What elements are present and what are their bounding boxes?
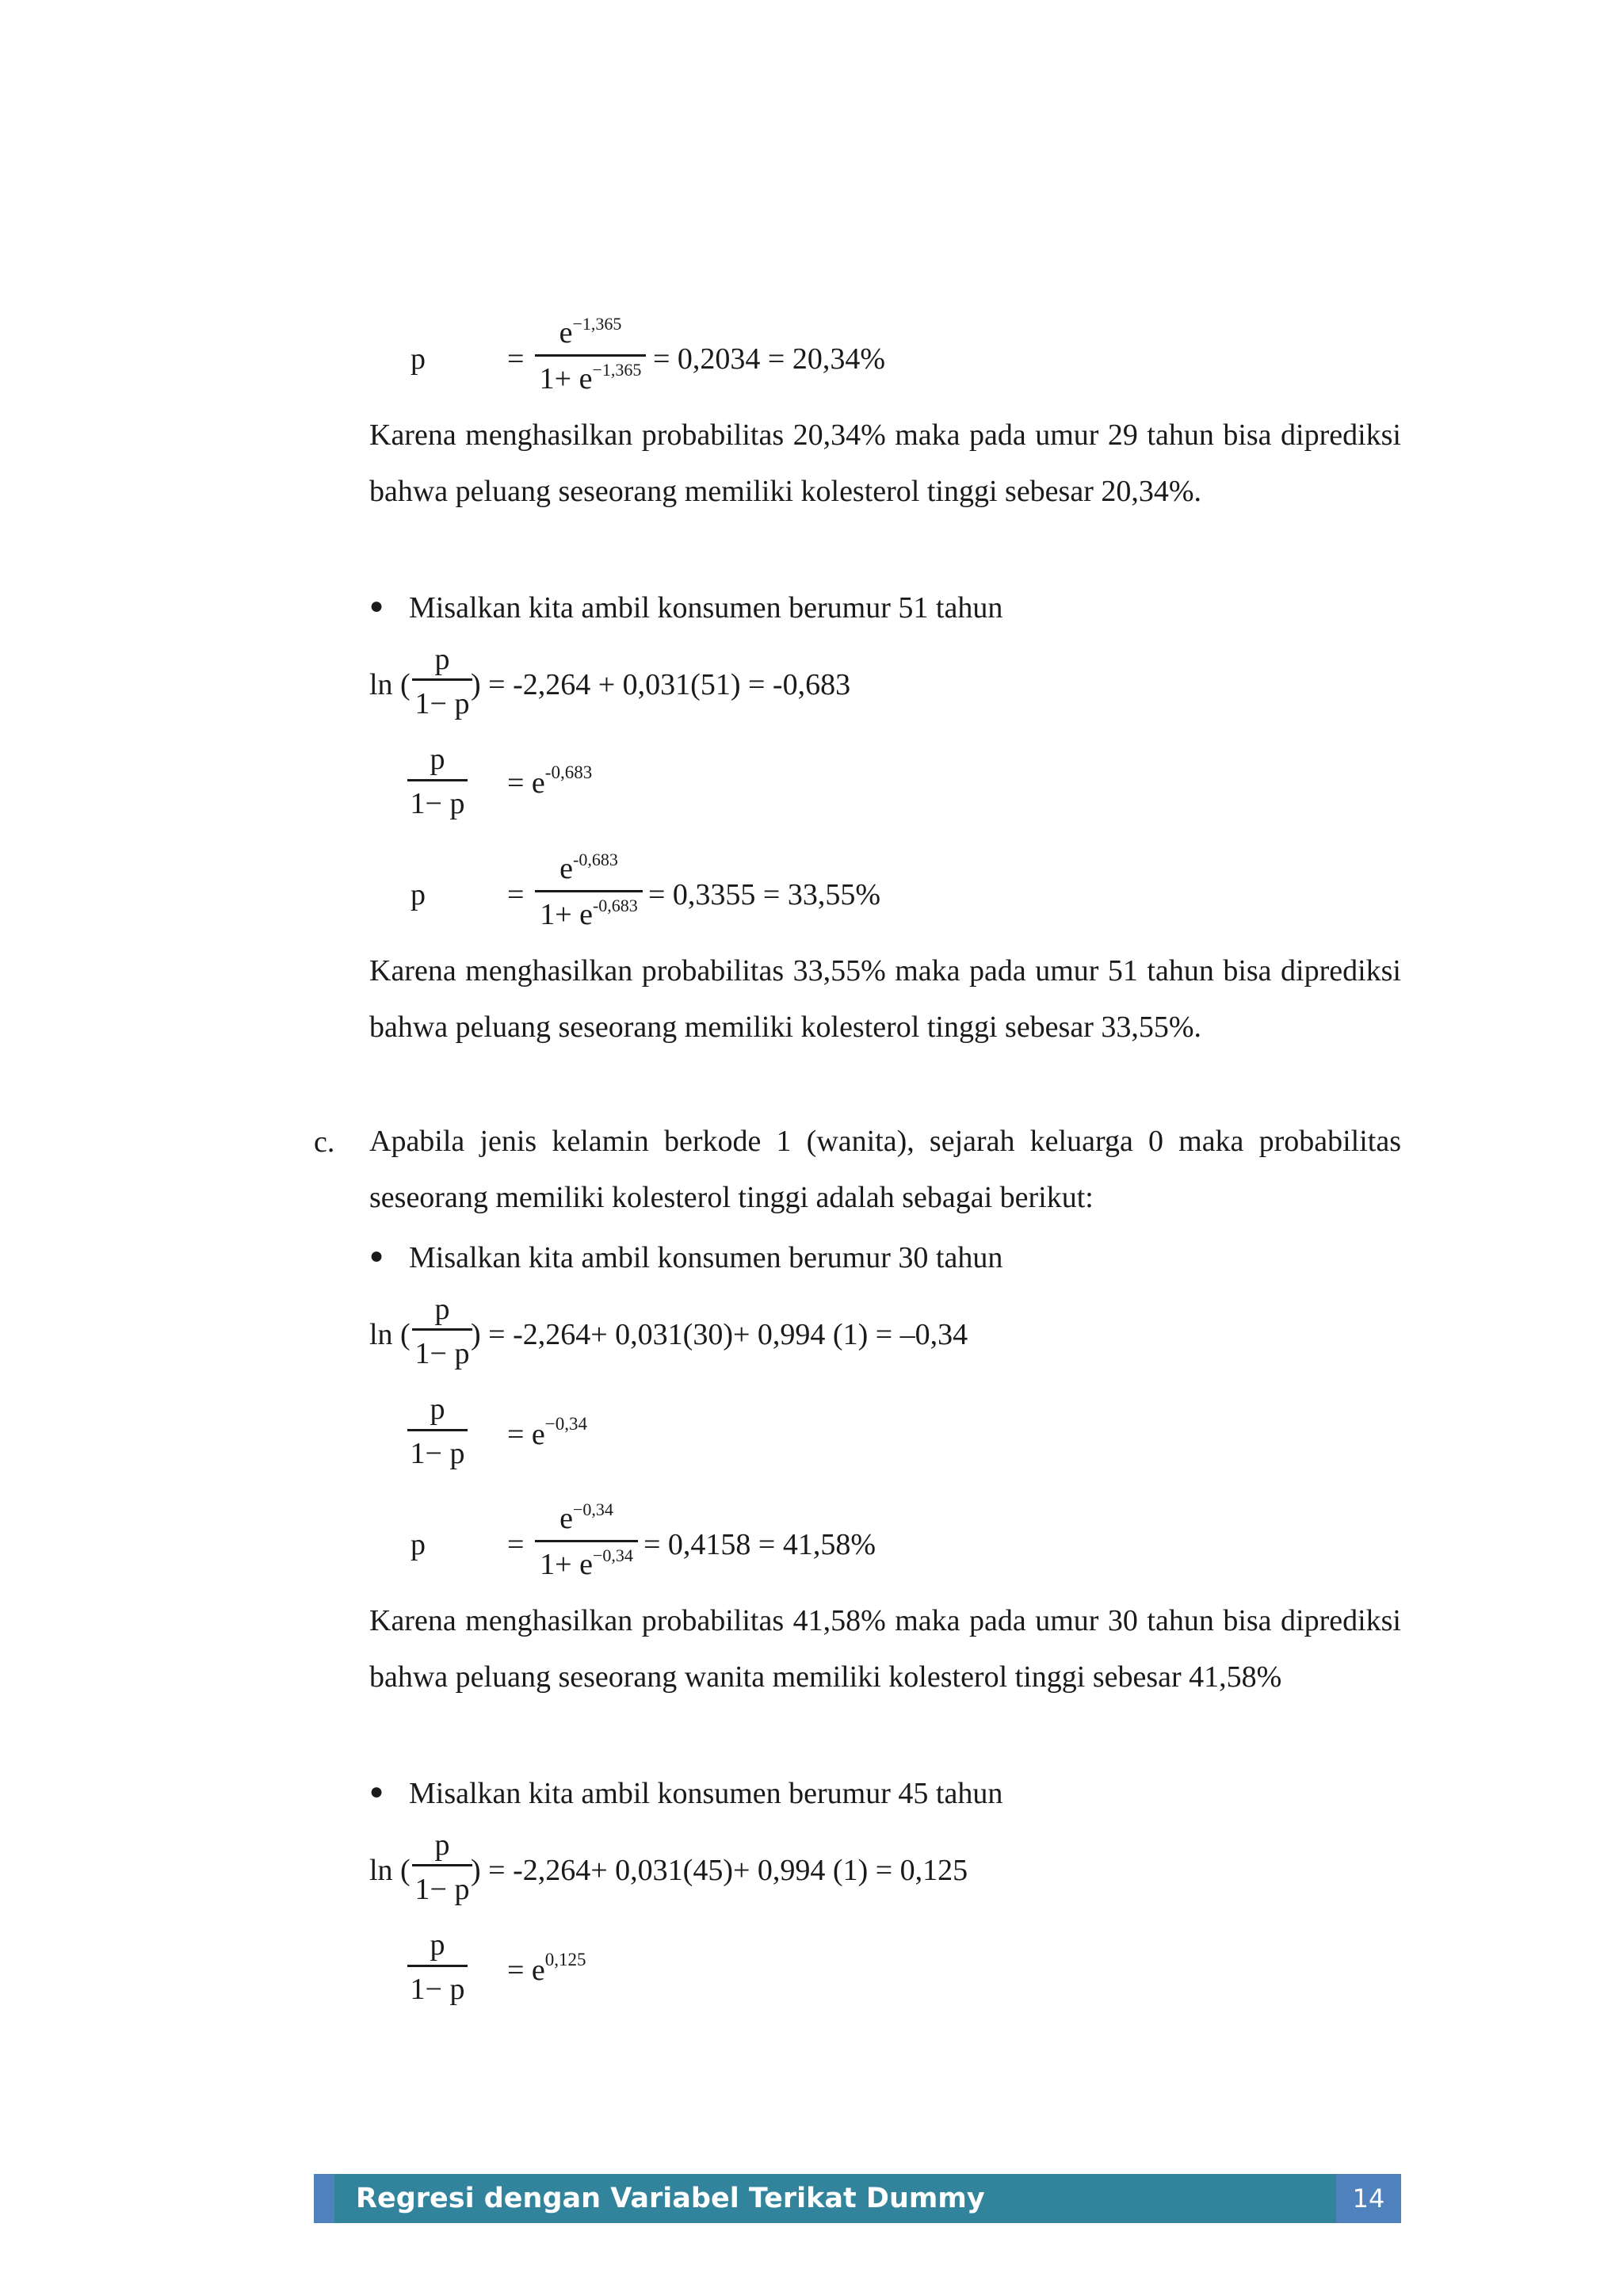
page-number: 14 <box>1336 2174 1401 2223</box>
fraction-numerator: p <box>430 1928 445 1962</box>
list-marker: c. <box>314 1125 335 1159</box>
ln-prefix: ln ( <box>369 1318 411 1351</box>
fraction-numerator: p <box>434 643 450 676</box>
fraction-denominator: $1+ e^{-0,683}$ <box>540 896 638 931</box>
equals-sign: = <box>507 1528 525 1561</box>
equals-sign: = <box>507 878 525 911</box>
bullet-item: Misalkan kita ambil konsumen berumur 51 tahun <box>409 591 1003 625</box>
fraction-numerator: p <box>430 743 445 776</box>
fraction-denominator: 1− p <box>414 1337 470 1370</box>
fraction-bar <box>407 1429 468 1431</box>
footer-accent <box>314 2174 334 2223</box>
fraction-numerator: p <box>434 1828 450 1862</box>
equation-rest: ) = -2,264 + 0,031(51) = -0,683 <box>471 668 851 701</box>
fraction-bar <box>412 1328 472 1331</box>
fraction-denominator: 1− p <box>410 787 465 820</box>
ln-prefix: ln ( <box>369 1854 411 1887</box>
bullet-icon: ● <box>369 1243 384 1269</box>
bullet-icon: ● <box>369 593 384 619</box>
p-label: p <box>411 342 426 376</box>
fraction-bar <box>412 1864 472 1866</box>
equation-rest: ) = -2,264+ 0,031(45)+ 0,994 (1) = 0,125 <box>471 1854 968 1887</box>
equation-rest: ) = -2,264+ 0,031(30)+ 0,994 (1) = –0,34 <box>471 1318 968 1351</box>
fraction-bar <box>412 678 472 681</box>
fraction-numerator: p <box>434 1293 450 1326</box>
result-value: = 0,4158 = 41,58% <box>643 1528 876 1561</box>
fraction-denominator: 1− p <box>414 1873 470 1906</box>
fraction-bar <box>535 1540 638 1542</box>
p-label: p <box>411 878 426 911</box>
result-value: = 0,2034 = 20,34% <box>653 342 886 376</box>
bullet-icon: ● <box>369 1778 384 1805</box>
bullet-item: Misalkan kita ambil konsumen berumur 45 tahun <box>409 1777 1003 1810</box>
fraction-denominator: $1+ e^{-0,34}$ <box>540 1545 633 1581</box>
fraction-denominator: 1− p <box>410 1973 465 2006</box>
fraction-numerator: $e^{-1,365}$ <box>559 314 622 350</box>
ln-prefix: ln ( <box>369 668 411 701</box>
fraction-denominator: $1+ e^{-1,365}$ <box>539 360 642 395</box>
fraction-bar <box>535 354 646 357</box>
exp-expression: = $e^{0,125}$ <box>507 1950 586 1987</box>
bullet-item: Misalkan kita ambil konsumen berumur 30 tahun <box>409 1241 1003 1274</box>
fraction-bar <box>407 779 468 781</box>
footer-title: Regresi dengan Variabel Terikat Dummy <box>356 2183 985 2214</box>
paragraph-interpretation-2: Karena menghasilkan probabilitas 33,55% maka pada umur 51 tahun bisa diprediksi bahwa peluang seseorang memiliki kolesterol tinggi sebesar 33,55%. <box>369 954 1401 1044</box>
fraction-denominator: 1− p <box>414 687 470 720</box>
paragraph-interpretation-1: Karena menghasilkan probabilitas 20,34% maka pada umur 29 tahun bisa diprediksi bahwa peluang seseorang memiliki kolesterol tinggi sebesar 20,34%. <box>369 418 1401 508</box>
exp-expression: = $e^{-0,34}$ <box>507 1414 588 1451</box>
fraction-numerator: p <box>430 1392 445 1426</box>
fraction-bar <box>407 1965 468 1967</box>
fraction-bar <box>535 890 643 892</box>
fraction-numerator: $e^{-0,34}$ <box>559 1499 613 1535</box>
exp-expression: = $e^{-0,683}$ <box>507 762 593 800</box>
p-label: p <box>411 1528 426 1561</box>
result-value: = 0,3355 = 33,55% <box>648 878 881 911</box>
fraction-denominator: 1− p <box>410 1437 465 1470</box>
paragraph-interpretation-3: Karena menghasilkan probabilitas 41,58% maka pada umur 30 tahun bisa diprediksi bahwa peluang seseorang wanita memiliki kolesterol tinggi sebesar 41,58% <box>369 1604 1401 1694</box>
fraction-numerator: $e^{-0,683}$ <box>559 850 618 885</box>
list-item-c: Apabila jenis kelamin berkode 1 (wanita), sejarah keluarga 0 maka probabilitas seseorang memiliki kolesterol tinggi adalah sebagai berikut: <box>369 1125 1401 1214</box>
equals-sign: = <box>507 342 525 376</box>
